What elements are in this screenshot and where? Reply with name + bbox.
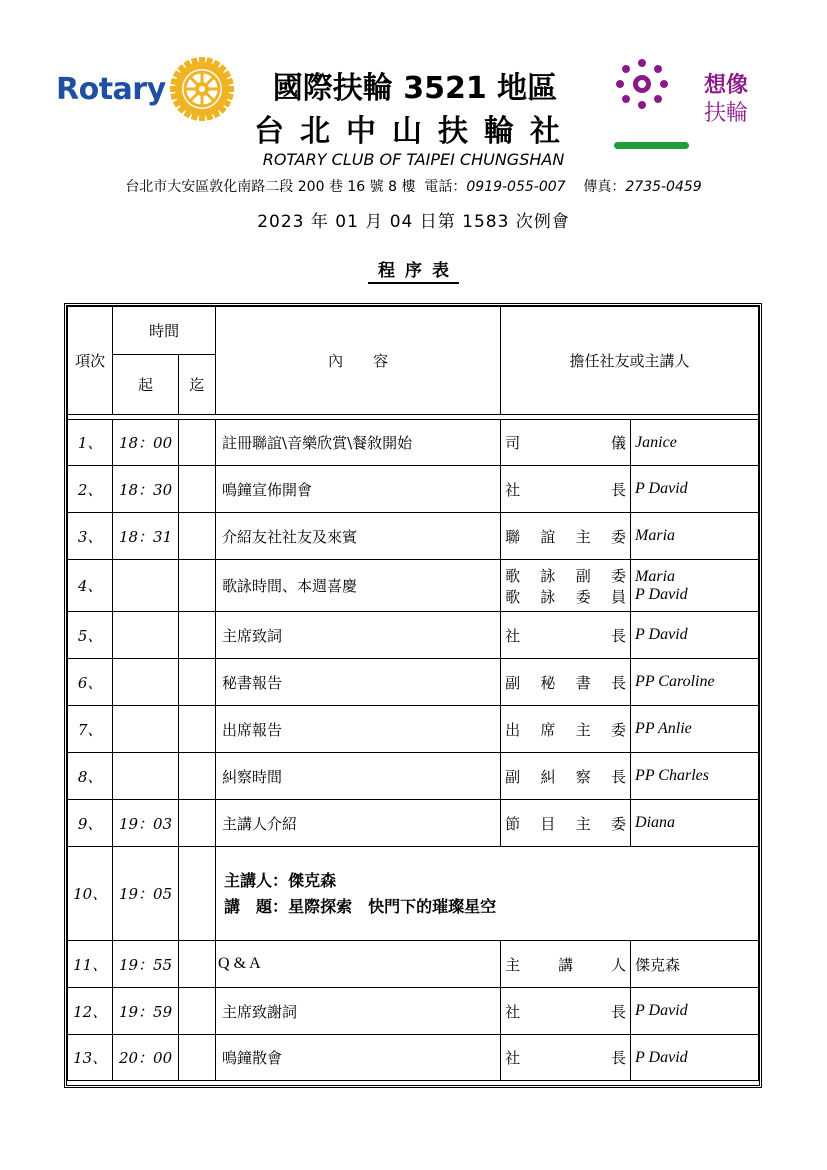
row-person: PP Caroline bbox=[631, 659, 759, 706]
header-person: 擔任社友或主講人 bbox=[501, 307, 759, 415]
row-start: 19：03 bbox=[113, 800, 178, 847]
address-line bbox=[0, 176, 827, 196]
row-role bbox=[501, 612, 631, 659]
row-person: PP Anlie bbox=[631, 706, 759, 753]
row-number: 4、 bbox=[68, 560, 113, 612]
row-end bbox=[178, 800, 215, 847]
row-role-text: 聯 誼 主 委 bbox=[505, 527, 627, 546]
row-start bbox=[113, 612, 178, 659]
imagine-line2: 扶輪 bbox=[704, 101, 749, 126]
speaker-line bbox=[224, 868, 754, 894]
table-row bbox=[68, 753, 759, 800]
row-person: P David bbox=[631, 1035, 759, 1081]
row-role-text: 副 糾 察 長 bbox=[505, 767, 627, 786]
imagine-text bbox=[704, 72, 748, 128]
row-role-text: 出 席 主 委 bbox=[505, 720, 627, 739]
row-start: 19：59 bbox=[113, 988, 178, 1035]
row-start: 19：05 bbox=[113, 847, 178, 941]
imagine-green-bar bbox=[614, 142, 689, 149]
row-start bbox=[113, 706, 178, 753]
row-content: 主席致謝詞 bbox=[216, 988, 501, 1035]
district-title: 國際扶輪 3521 地區 bbox=[272, 71, 558, 106]
table-row bbox=[68, 800, 759, 847]
row-start: 20：00 bbox=[113, 1035, 178, 1081]
row-number: 8、 bbox=[68, 753, 113, 800]
row-content: 鳴鐘宣佈開會 bbox=[216, 466, 501, 513]
row-number: 10、 bbox=[68, 847, 113, 941]
row-content: 介紹友社社友及來賓 bbox=[216, 513, 501, 560]
speaker-name: 傑克森 bbox=[288, 870, 337, 890]
table-row bbox=[68, 988, 759, 1035]
row-end bbox=[178, 420, 215, 466]
program-title-text: 程序表 bbox=[368, 261, 459, 284]
row-role bbox=[501, 753, 631, 800]
table-row bbox=[68, 420, 759, 466]
row-end bbox=[178, 560, 215, 612]
row-role-text: 社 長 bbox=[505, 626, 627, 645]
speaker-label: 主講人： bbox=[224, 870, 289, 890]
row-start: 18：30 bbox=[113, 466, 178, 513]
table-row bbox=[68, 1035, 759, 1081]
row-content: Q & A bbox=[216, 941, 501, 988]
fax: 2735-0459 bbox=[625, 179, 702, 195]
row-number: 9、 bbox=[68, 800, 113, 847]
imagine-line1: 想像 bbox=[704, 73, 749, 98]
row-number: 5、 bbox=[68, 612, 113, 659]
table-row-speaker bbox=[68, 847, 759, 941]
row-role bbox=[501, 659, 631, 706]
row-content: 糾察時間 bbox=[216, 753, 501, 800]
row-role bbox=[501, 466, 631, 513]
rotary-logo bbox=[56, 56, 234, 122]
row-person: P David bbox=[631, 466, 759, 513]
row-number: 2、 bbox=[68, 466, 113, 513]
table-row bbox=[68, 513, 759, 560]
row-content: 主席致詞 bbox=[216, 612, 501, 659]
row-role bbox=[501, 941, 631, 988]
club-name: 台北中山扶輪社 bbox=[254, 114, 576, 149]
row-role bbox=[501, 560, 631, 612]
row-role-text: 社 長 bbox=[505, 1002, 627, 1021]
row-start bbox=[113, 560, 178, 612]
row-role bbox=[501, 1035, 631, 1081]
header-end: 迄 bbox=[178, 355, 215, 415]
table-row bbox=[68, 706, 759, 753]
row-end bbox=[178, 466, 215, 513]
row-content: 主講人介紹 bbox=[216, 800, 501, 847]
row-number: 13、 bbox=[68, 1035, 113, 1081]
rotary-brand: Rotary bbox=[56, 71, 166, 107]
row-role-text: 社 長 bbox=[505, 1049, 627, 1067]
topic-label: 講 題： bbox=[224, 896, 289, 916]
row-content: 註冊聯誼\音樂欣賞\餐敘開始 bbox=[216, 420, 501, 466]
row-end bbox=[178, 1035, 215, 1081]
header-time: 時間 bbox=[113, 307, 216, 355]
table-row bbox=[68, 612, 759, 659]
header-item: 項次 bbox=[68, 307, 113, 415]
table-row bbox=[68, 466, 759, 513]
club-english-name: ROTARY CLUB OF TAIPEI CHUNGSHAN bbox=[262, 150, 565, 169]
row-number: 1、 bbox=[68, 420, 113, 466]
row-person-2: P David bbox=[635, 585, 688, 603]
program-table bbox=[64, 303, 762, 1088]
row-person: Diana bbox=[631, 800, 759, 847]
row-role bbox=[501, 513, 631, 560]
topic-line bbox=[224, 894, 754, 920]
speaker-block bbox=[216, 847, 759, 941]
row-person: Maria bbox=[631, 513, 759, 560]
row-start: 18：00 bbox=[113, 420, 178, 466]
row-role-text: 歌 詠 副 委 bbox=[505, 566, 627, 585]
row-content: 秘書報告 bbox=[216, 659, 501, 706]
row-role-text: 司 儀 bbox=[505, 434, 627, 452]
topic-text: 星際探索 快門下的璀璨星空 bbox=[288, 896, 497, 916]
row-content: 出席報告 bbox=[216, 706, 501, 753]
row-role bbox=[501, 420, 631, 466]
row-end bbox=[178, 513, 215, 560]
phone-label: 電話： bbox=[424, 179, 467, 195]
address: 台北市大安區敦化南路二段 200 巷 16 號 8 樓 bbox=[125, 179, 416, 195]
row-number: 12、 bbox=[68, 988, 113, 1035]
row-role bbox=[501, 800, 631, 847]
row-content: 歌詠時間、本週喜慶 bbox=[216, 560, 501, 612]
row-number: 7、 bbox=[68, 706, 113, 753]
rotary-wheel-icon bbox=[170, 57, 234, 121]
table-row bbox=[68, 659, 759, 706]
row-end bbox=[178, 612, 215, 659]
row-role-text: 副 秘 書 長 bbox=[505, 673, 627, 692]
phone: 0919-055-007 bbox=[466, 179, 566, 195]
row-end bbox=[178, 941, 215, 988]
row-content: 鳴鐘散會 bbox=[216, 1035, 501, 1081]
row-start bbox=[113, 659, 178, 706]
header-start: 起 bbox=[113, 355, 178, 415]
row-start: 19：55 bbox=[113, 941, 178, 988]
row-role bbox=[501, 988, 631, 1035]
row-person bbox=[631, 560, 759, 612]
row-start bbox=[113, 753, 178, 800]
table-row bbox=[68, 560, 759, 612]
row-role-text: 節 目 主 委 bbox=[505, 814, 627, 833]
row-role-text: 主 講 人 bbox=[505, 955, 627, 974]
row-person: P David bbox=[631, 988, 759, 1035]
row-number: 11、 bbox=[68, 941, 113, 988]
row-end bbox=[178, 753, 215, 800]
row-number: 6、 bbox=[68, 659, 113, 706]
row-role-text: 社 長 bbox=[505, 480, 627, 499]
row-start: 18：31 bbox=[113, 513, 178, 560]
header-content: 內 容 bbox=[216, 307, 501, 415]
fax-label: 傳真： bbox=[583, 179, 626, 195]
row-end bbox=[178, 847, 215, 941]
table-row bbox=[68, 941, 759, 988]
meeting-line: 2023 年 01 月 04 日第 1583 次例會 bbox=[257, 212, 570, 232]
program-title bbox=[0, 256, 827, 281]
row-person: 傑克森 bbox=[631, 941, 759, 988]
row-end bbox=[178, 706, 215, 753]
row-person: PP Charles bbox=[631, 753, 759, 800]
row-role bbox=[501, 706, 631, 753]
row-person: Janice bbox=[631, 420, 759, 466]
row-person-1: Maria bbox=[635, 567, 676, 585]
row-role-text-2: 歌 詠 委 員 bbox=[505, 587, 627, 606]
row-number: 3、 bbox=[68, 513, 113, 560]
row-person: P David bbox=[631, 612, 759, 659]
row-end bbox=[178, 988, 215, 1035]
row-end bbox=[178, 659, 215, 706]
